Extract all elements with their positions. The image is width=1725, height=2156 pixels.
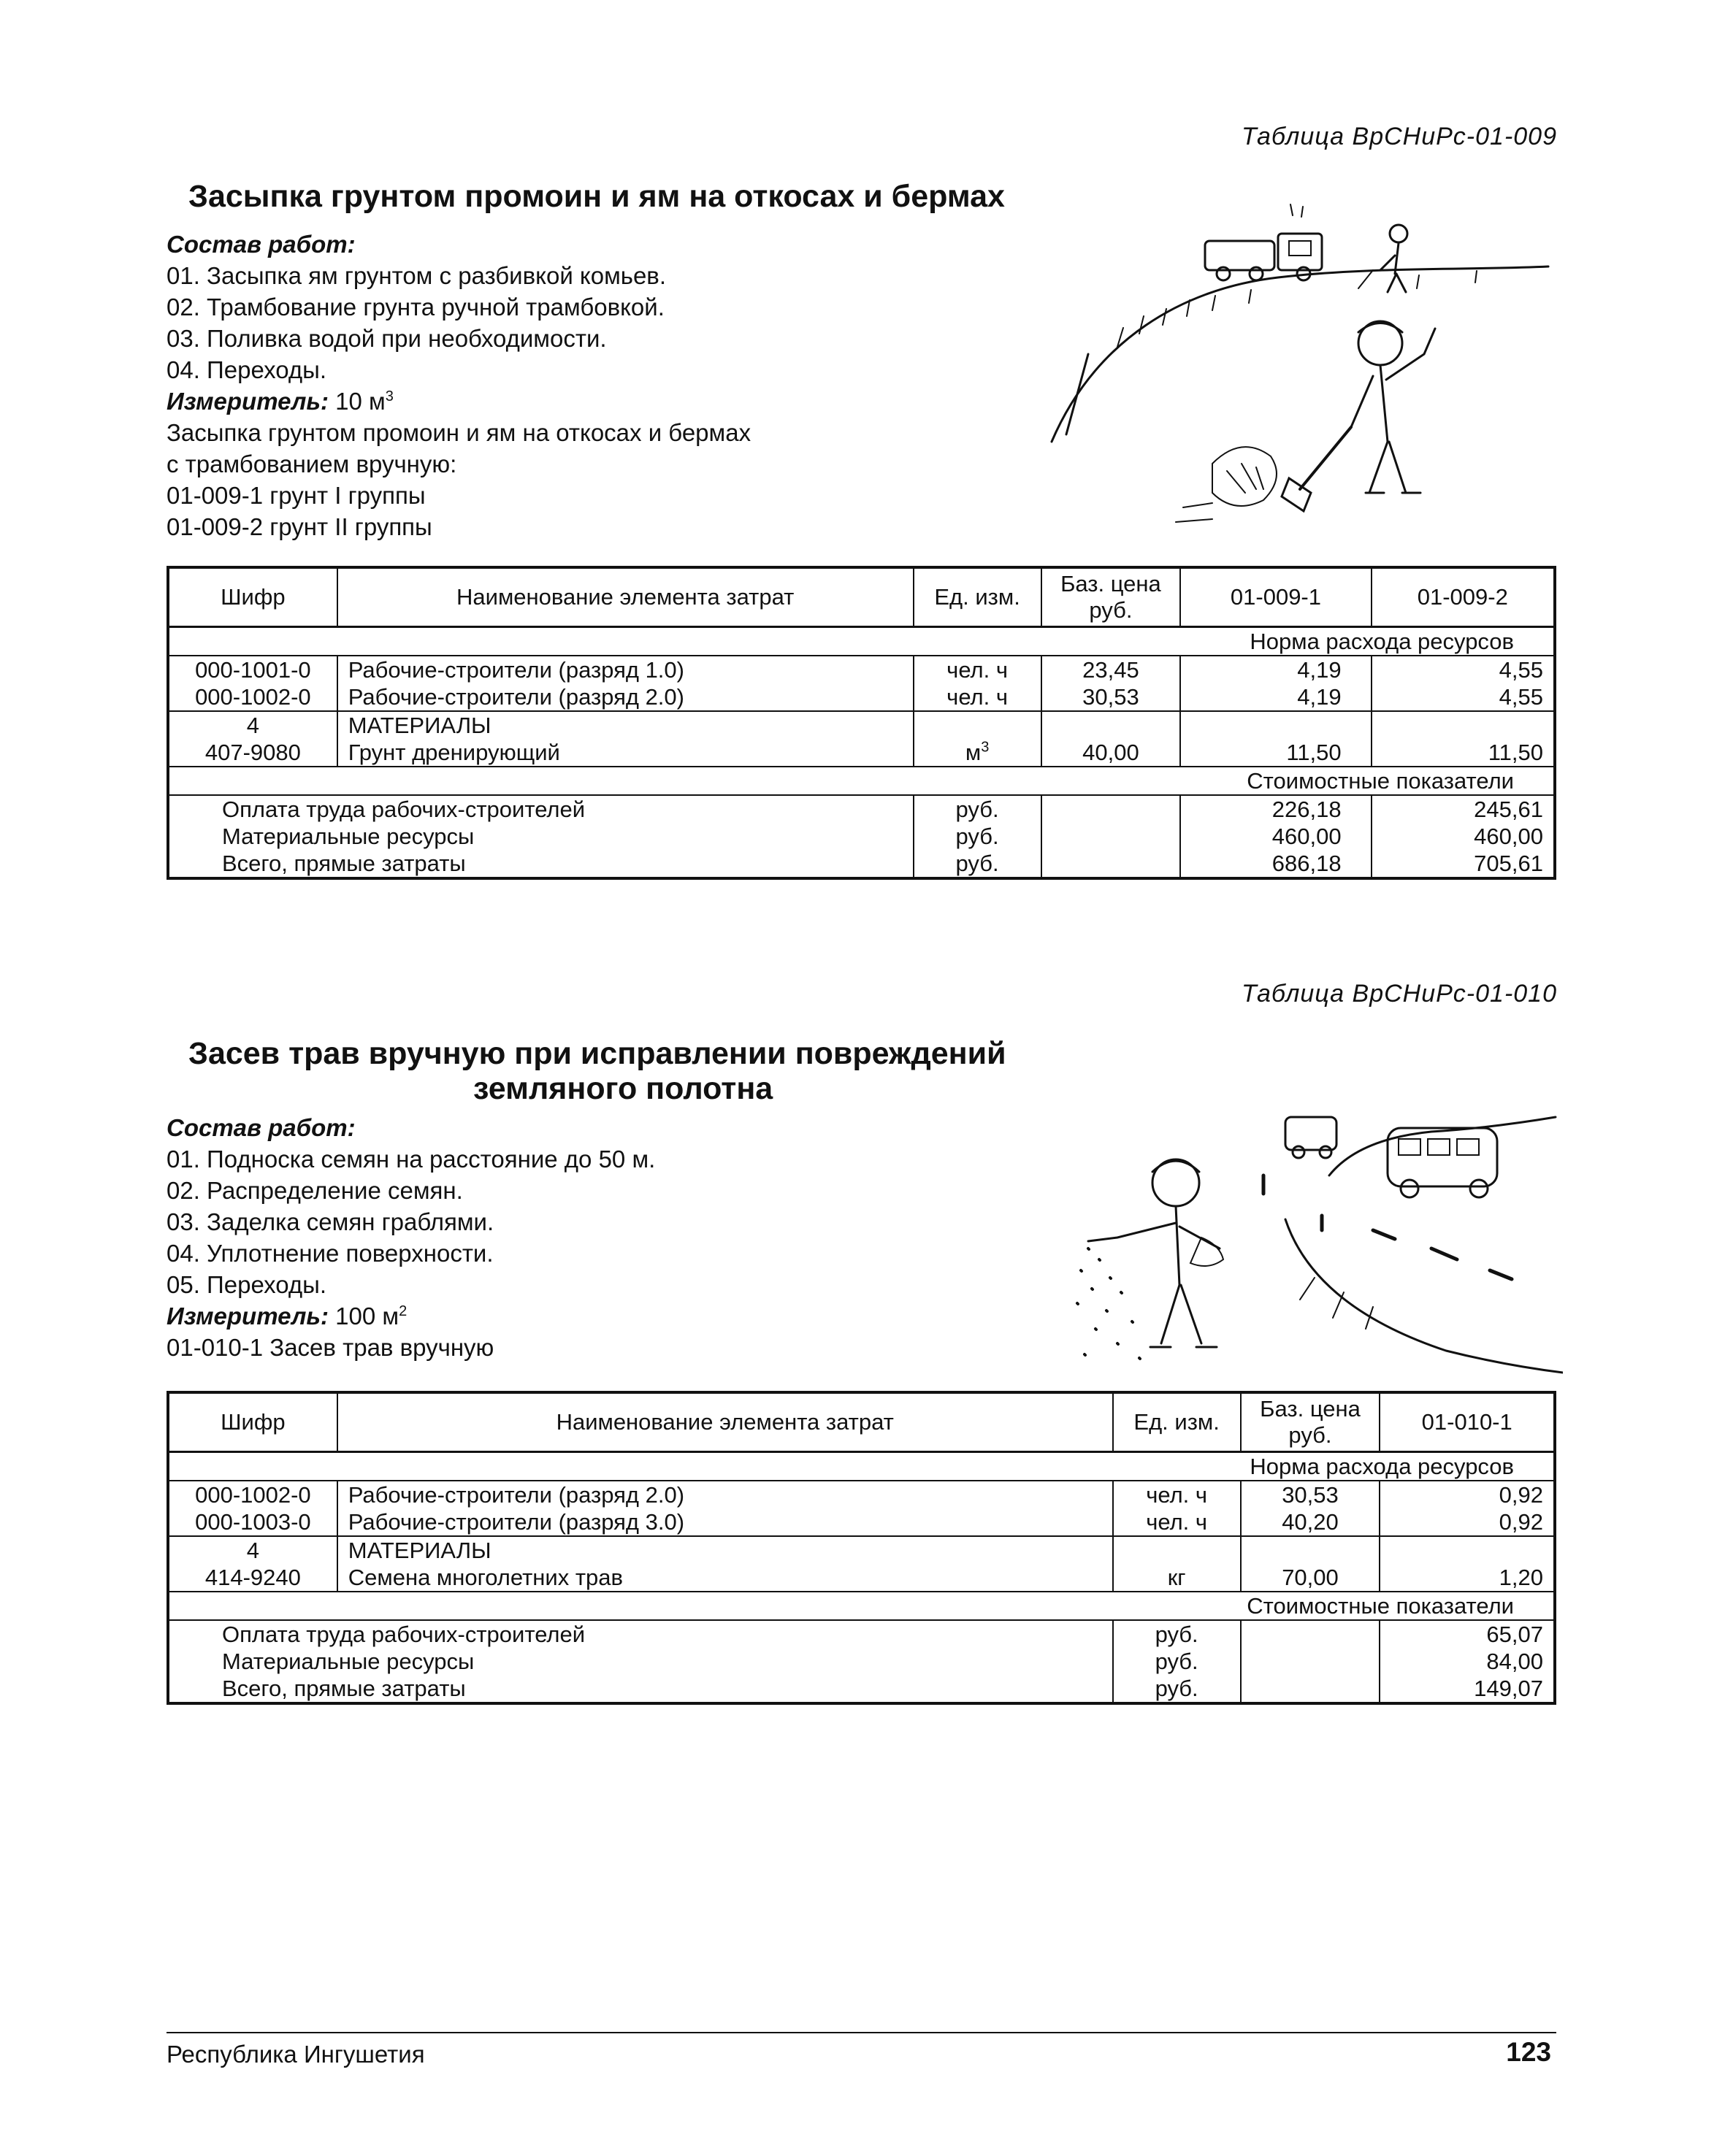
description-line: 01-009-1 грунт I группы (167, 482, 426, 509)
meter-value: 10 м (335, 388, 386, 415)
step-item: 01. Подноска семян на расстояние до 50 м. (167, 1146, 656, 1173)
illustration-worker-sowing (1066, 1102, 1563, 1380)
table-row: 000-1003-0 Рабочие-строители (разряд 3.0) чел. ч 40,20 0,92 (168, 1508, 1555, 1536)
description-line: с трамбованием вручную: (167, 450, 457, 477)
scattered-seeds (1077, 1248, 1140, 1359)
table-row: 414-9240 Семена многолетних трав кг 70,00 1,20 (168, 1564, 1555, 1592)
table-row-total: Всего, прямые затраты руб. 686,18 705,61 (168, 850, 1555, 878)
footer-divider (167, 2032, 1556, 2033)
meter-label: Измеритель: (167, 1303, 329, 1330)
step-item: 04. Уплотнение поверхности. (167, 1240, 494, 1267)
meter-line (167, 385, 751, 417)
table-row-materials-header: 4 МАТЕРИАЛЫ (168, 1536, 1555, 1564)
section-title-01-009: Засыпка грунтом промоин и ям на откосах и бермах (188, 179, 1005, 214)
table-row-total: Оплата труда рабочих-строителей руб. 65,07 (168, 1620, 1555, 1648)
step-item: 02. Трамбование грунта ручной трамбовкой. (167, 294, 665, 321)
col-header-01-009-2: 01-009-2 (1372, 567, 1555, 627)
band-cost: Стоимостные показатели (168, 1592, 1555, 1620)
table-row: 000-1001-0 Рабочие-строители (разряд 1.0) чел. ч 23,45 4,19 4,55 (168, 656, 1555, 683)
col-header-01-010-1: 01-010-1 (1380, 1392, 1555, 1452)
section-title-01-010-line1: Засев трав вручную при исправлении повреждений (188, 1036, 1006, 1071)
col-header-name: Наименование элемента затрат (337, 1392, 1113, 1452)
col-header-code: Шифр (168, 567, 337, 627)
truck-icon (1285, 1117, 1336, 1158)
meter-value: 100 м (335, 1303, 399, 1330)
table-row-total: Всего, прямые затраты руб. 149,07 (168, 1675, 1555, 1703)
work-composition-01-010 (167, 1112, 655, 1363)
worker-with-shovel-icon (1282, 321, 1435, 511)
sowing-worker-icon (1088, 1159, 1223, 1347)
footer-region: Республика Ингушетия (167, 2041, 425, 2068)
resource-table-01-010 (167, 1391, 1556, 1705)
table-row: 000-1002-0 Рабочие-строители (разряд 2.0) чел. ч 30,53 4,19 4,55 (168, 683, 1555, 711)
table-row: 407-9080 Грунт дренирующий $м^3$ 40,00 11,50 11,50 (168, 739, 1555, 767)
band-cost: Стоимостные показатели (168, 767, 1555, 795)
description-line: Засыпка грунтом промоин и ям на откосах и бермах (167, 419, 751, 446)
resource-table-01-009 (167, 566, 1556, 880)
col-header-price: Баз. цена руб. (1041, 567, 1181, 627)
table-row-total: Материальные ресурсы руб. 460,00 460,00 (168, 823, 1555, 850)
table-row-materials-header: 4 МАТЕРИАЛЫ (168, 711, 1555, 739)
meter-line (167, 1300, 655, 1332)
col-header-01-009-1: 01-009-1 (1180, 567, 1371, 627)
table-row-total: Оплата труда рабочих-строителей руб. 226,18 245,61 (168, 795, 1555, 823)
page-number: 123 (1506, 2037, 1551, 2067)
description-line: 01-009-2 грунт II группы (167, 513, 432, 540)
col-header-name: Наименование элемента затрат (337, 567, 914, 627)
small-worker-icon (1358, 225, 1407, 292)
composition-label: Состав работ: (167, 1114, 356, 1141)
table-label-01-010: Таблица ВрСНиРс-01-010 (1241, 980, 1557, 1008)
table-row: 000-1002-0 Рабочие-строители (разряд 2.0) чел. ч 30,53 0,92 (168, 1481, 1555, 1508)
truck-icon (1205, 204, 1322, 280)
table-row-total: Материальные ресурсы руб. 84,00 (168, 1648, 1555, 1675)
step-item: 05. Переходы. (167, 1271, 326, 1298)
description-line: 01-010-1 Засев трав вручную (167, 1334, 494, 1361)
col-header-code: Шифр (168, 1392, 337, 1452)
step-item: 03. Поливка водой при необходимости. (167, 325, 607, 352)
meter-label: Измеритель: (167, 388, 329, 415)
col-header-unit: Ед. изм. (1113, 1392, 1241, 1452)
col-header-unit: Ед. изм. (914, 567, 1041, 627)
step-item: 02. Распределение семян. (167, 1177, 463, 1204)
table-label-01-009: Таблица ВрСНиРс-01-009 (1241, 123, 1557, 150)
col-header-price: Баз. цена руб. (1241, 1392, 1380, 1452)
bus-icon (1388, 1128, 1497, 1197)
composition-label: Состав работ: (167, 231, 356, 258)
work-composition-01-009 (167, 229, 751, 542)
band-norm: Норма расхода ресурсов (168, 1452, 1555, 1481)
step-item: 03. Заделка семян граблями. (167, 1208, 494, 1235)
meter-sup: 3 (385, 388, 394, 404)
step-item: 01. Засыпка ям грунтом с разбивкой комьев. (167, 262, 667, 289)
step-item: 04. Переходы. (167, 356, 326, 383)
meter-sup: 2 (399, 1303, 408, 1319)
band-norm: Норма расхода ресурсов (168, 627, 1555, 656)
illustration-worker-slope (1037, 201, 1563, 544)
section-title-01-010-line2: земляного полотна (473, 1071, 773, 1106)
